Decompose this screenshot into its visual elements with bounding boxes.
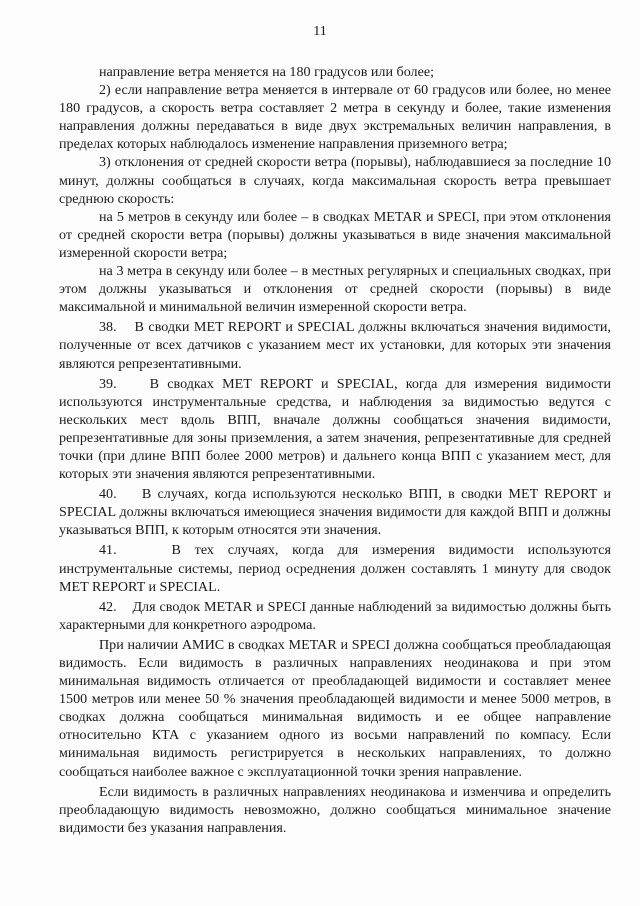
paragraph-wind-direction-range: 2) если направление ветра меняется в интервале от 60 градусов или более, но менее 180 градусов, а скорость ветра составляет 2 метра в секунду и более, такие изменения направления должны передаваться в виде двух экстремальных величин направления, в пределах которых наблюдалось изменение направления приземного ветра; [59,82,611,153]
paragraph-gusts-local-reports: на 3 метра в секунду или более – в местных регулярных и специальных сводках, при этом должны указываться и отклонения от средней скорости (порывы) в виде максимальной и минимальной величин измеренной скорости ветра. [59,263,611,316]
paragraph-41: 41. В тех случаях, когда для измерения видимости используются инструментальные системы, период осреднения должен составлять 1 минуту для сводок MET REPORT и SPECIAL. [59,542,611,595]
page-number: 11 [313,24,327,39]
paragraph-wind-direction-180: направление ветра меняется на 180 градусов или более; [99,64,435,80]
paragraph-wind-gusts: 3) отклонения от средней скорости ветра (порывы), наблюдавшиеся за последние 10 минут, должны сообщаться в случаях, когда максимальная скорость ветра превышает среднюю скорость: [59,154,611,207]
paragraph-42: 42. Для сводок METAR и SPECI данные наблюдений за видимостью должны быть характерными для конкретного аэродрома. [59,598,611,633]
paragraph-39: 39. В сводках MET REPORT и SPECIAL, когда для измерения видимости используются инструментальные средства, и наблюдения за видимостью ведутся с нескольких мест вдоль ВПП, вначале должны сообщаться значения видимости, репрезентативные для зоны приземления, а затем значения, репрезентативные для средней точки (при длине ВПП более 2000 метров) и дальнего конца ВПП с указанием мест, для которых эти значения являются репрезентативными. [59,375,611,483]
paragraph-minimum-visibility: Если видимость в различных направлениях неодинакова и изменчива и определить преобладающую видимость невозможно, должно сообщаться минимальное значение видимости без указания направления. [59,783,611,836]
paragraph-40: 40. В случаях, когда используются несколько ВПП, в сводки MET REPORT и SPECIAL должны включаться имеющиеся значения видимости для каждой ВПП и должны указываться ВПП, к которым относятся эти значения. [59,486,611,539]
paragraph-38: 38. В сводки MET REPORT и SPECIAL должны включаться значения видимости, полученные от всех датчиков с указанием мест их установки, для которых эти значения являются репрезентативными. [59,319,611,372]
document-body [59,63,611,837]
paragraph-gusts-metar-speci: на 5 метров в секунду или более – в сводках METAR и SPECI, при этом отклонения от средней скорости ветра (порывы) должны указываться в виде значения максимальной измеренной скорости ветра; [59,208,611,261]
paragraph-amis-prevailing-visibility: При наличии АМИС в сводках METAR и SPECI должна сообщаться преобладающая видимость. Если видимость в различных направлениях неодинакова и при этом минимальная видимость отличается от преобладающей видимости и составляет менее 1500 метров или менее 50 % значения преобладающей видимости и менее 5000 метров, в сводках должна сообщаться минимальная видимость и ее общее направление относительно КТА с указанием одного из восьми направлений по компасу. Если минимальная видимость регистрируется в нескольких направлениях, то должно сообщаться наиболее важное с эксплуатационной точки зрения направление. [59,636,611,780]
